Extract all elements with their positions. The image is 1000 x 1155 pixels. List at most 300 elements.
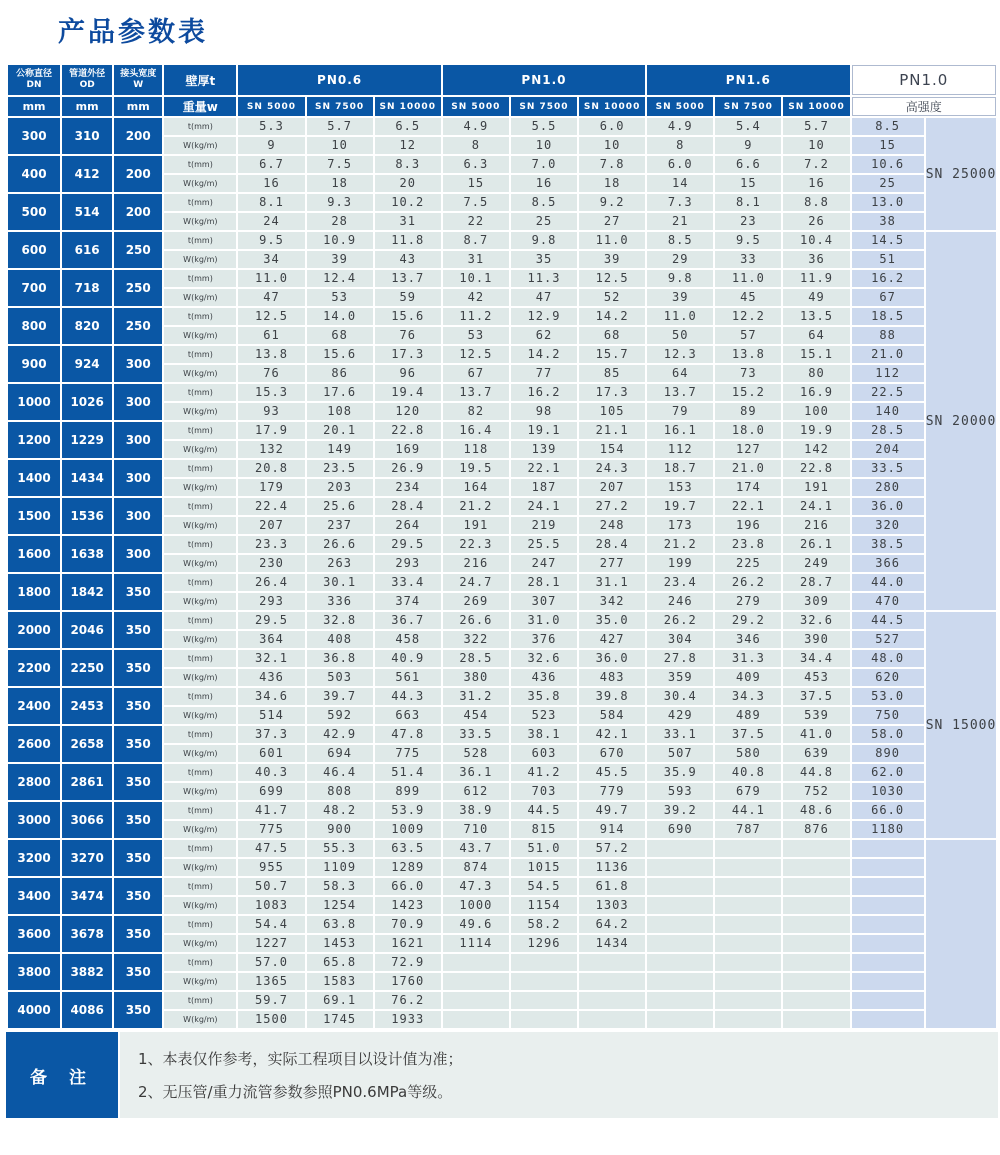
row-label-thickness: t(mm) xyxy=(164,840,236,857)
row-label-thickness: t(mm) xyxy=(164,802,236,819)
weight-value: 454 xyxy=(443,707,509,724)
unit-header-w: mm xyxy=(114,97,162,116)
weight-value: 8 xyxy=(647,137,713,154)
thickness-value: 26.2 xyxy=(647,612,713,629)
weight-value: 775 xyxy=(238,821,304,838)
joint-width-cell: 350 xyxy=(114,916,162,952)
weight-value: 364 xyxy=(238,631,304,648)
hs-weight-value xyxy=(852,1011,924,1028)
weight-value: 127 xyxy=(715,441,781,458)
od-cell: 924 xyxy=(62,346,112,382)
weight-value xyxy=(715,859,781,876)
thickness-value: 30.1 xyxy=(307,574,373,591)
hs-weight-value xyxy=(852,897,924,914)
weight-value: 10 xyxy=(783,137,849,154)
weight-value: 1227 xyxy=(238,935,304,952)
thickness-value: 17.9 xyxy=(238,422,304,439)
col-header-w-en: W xyxy=(133,80,144,90)
weight-value: 752 xyxy=(783,783,849,800)
thickness-value: 28.4 xyxy=(375,498,441,515)
dn-cell: 600 xyxy=(8,232,60,268)
thickness-value xyxy=(783,840,849,857)
thickness-value: 37.5 xyxy=(715,726,781,743)
weight-value: 561 xyxy=(375,669,441,686)
group-header-pn06: PN0.6 xyxy=(238,65,440,95)
weight-value: 1933 xyxy=(375,1011,441,1028)
dn-cell: 400 xyxy=(8,156,60,192)
hs-thickness-value: 22.5 xyxy=(852,384,924,401)
thickness-value: 12.3 xyxy=(647,346,713,363)
weight-value: 612 xyxy=(443,783,509,800)
weight-value: 31 xyxy=(375,213,441,230)
od-cell: 3474 xyxy=(62,878,112,914)
thickness-value: 32.1 xyxy=(238,650,304,667)
thickness-value: 14.2 xyxy=(511,346,577,363)
thickness-value: 8.1 xyxy=(715,194,781,211)
thickness-value: 38.1 xyxy=(511,726,577,743)
weight-value: 10 xyxy=(579,137,645,154)
table-row-thickness xyxy=(8,574,996,591)
thickness-value: 7.5 xyxy=(307,156,373,173)
joint-width-cell: 300 xyxy=(114,384,162,420)
table-row-thickness xyxy=(8,384,996,401)
weight-value: 26 xyxy=(783,213,849,230)
weight-value: 93 xyxy=(238,403,304,420)
weight-value: 203 xyxy=(307,479,373,496)
weight-value: 429 xyxy=(647,707,713,724)
thickness-value: 22.8 xyxy=(783,460,849,477)
row-label-thickness: t(mm) xyxy=(164,916,236,933)
thickness-value: 27.8 xyxy=(647,650,713,667)
dn-cell: 1200 xyxy=(8,422,60,458)
hs-thickness-value: 8.5 xyxy=(852,118,924,135)
joint-width-cell: 350 xyxy=(114,688,162,724)
table-row-thickness xyxy=(8,688,996,705)
unit-header-dn: mm xyxy=(8,97,60,116)
thickness-value: 9.8 xyxy=(511,232,577,249)
od-cell: 2453 xyxy=(62,688,112,724)
joint-width-cell: 300 xyxy=(114,346,162,382)
weight-value: 64 xyxy=(647,365,713,382)
row-label-weight: W(kg/m) xyxy=(164,745,236,762)
weight-value: 346 xyxy=(715,631,781,648)
thickness-value: 22.4 xyxy=(238,498,304,515)
thickness-value: 43.7 xyxy=(443,840,509,857)
table-row-thickness xyxy=(8,612,996,629)
thickness-value: 42.9 xyxy=(307,726,373,743)
thickness-value: 6.0 xyxy=(579,118,645,135)
thickness-value xyxy=(511,992,577,1009)
weight-value: 59 xyxy=(375,289,441,306)
hs-weight-value: 88 xyxy=(852,327,924,344)
hs-thickness-value xyxy=(852,916,924,933)
thickness-value: 29.5 xyxy=(238,612,304,629)
thickness-value xyxy=(579,992,645,1009)
weight-value: 15 xyxy=(715,175,781,192)
hs-thickness-value: 48.0 xyxy=(852,650,924,667)
thickness-value: 9.8 xyxy=(647,270,713,287)
row-label-weight: W(kg/m) xyxy=(164,327,236,344)
thickness-value: 47.5 xyxy=(238,840,304,857)
hs-weight-value: 25 xyxy=(852,175,924,192)
joint-width-cell: 350 xyxy=(114,650,162,686)
weight-value: 483 xyxy=(579,669,645,686)
weight-value: 16 xyxy=(238,175,304,192)
joint-width-cell: 300 xyxy=(114,536,162,572)
hs-thickness-value: 44.0 xyxy=(852,574,924,591)
thickness-value: 8.5 xyxy=(647,232,713,249)
row-label-thickness: t(mm) xyxy=(164,384,236,401)
row-label-thickness: t(mm) xyxy=(164,650,236,667)
weight-value: 64 xyxy=(783,327,849,344)
weight-value xyxy=(715,935,781,952)
weight-value: 1254 xyxy=(307,897,373,914)
weight-value: 191 xyxy=(783,479,849,496)
joint-width-cell: 250 xyxy=(114,308,162,344)
od-cell: 514 xyxy=(62,194,112,230)
weight-value: 876 xyxy=(783,821,849,838)
weight-value: 787 xyxy=(715,821,781,838)
thickness-value: 59.7 xyxy=(238,992,304,1009)
thickness-value: 5.7 xyxy=(307,118,373,135)
thickness-value: 33.1 xyxy=(647,726,713,743)
weight-value: 118 xyxy=(443,441,509,458)
thickness-value: 22.1 xyxy=(715,498,781,515)
weight-value: 61 xyxy=(238,327,304,344)
joint-width-cell: 350 xyxy=(114,802,162,838)
thickness-value: 44.8 xyxy=(783,764,849,781)
hs-weight-value: 1030 xyxy=(852,783,924,800)
thickness-value: 11.0 xyxy=(579,232,645,249)
col-header-od-en: OD xyxy=(79,80,95,90)
weight-value: 309 xyxy=(783,593,849,610)
od-cell: 1638 xyxy=(62,536,112,572)
row-label-weight: W(kg/m) xyxy=(164,251,236,268)
thickness-value xyxy=(715,840,781,857)
weight-value: 234 xyxy=(375,479,441,496)
thickness-value: 19.7 xyxy=(647,498,713,515)
weight-value xyxy=(579,1011,645,1028)
thickness-value: 36.8 xyxy=(307,650,373,667)
thickness-value: 23.8 xyxy=(715,536,781,553)
thickness-value: 10.2 xyxy=(375,194,441,211)
weight-value: 34 xyxy=(238,251,304,268)
weight-value: 1154 xyxy=(511,897,577,914)
col-header-thickness: 壁厚t xyxy=(164,65,236,95)
weight-value: 18 xyxy=(307,175,373,192)
hs-thickness-value: 33.5 xyxy=(852,460,924,477)
hs-thickness-value xyxy=(852,840,924,857)
hs-weight-value: 140 xyxy=(852,403,924,420)
thickness-value: 25.6 xyxy=(307,498,373,515)
weight-value: 105 xyxy=(579,403,645,420)
group-header-pn10: PN1.0 xyxy=(443,65,645,95)
thickness-value: 33.4 xyxy=(375,574,441,591)
row-label-weight: W(kg/m) xyxy=(164,669,236,686)
row-label-thickness: t(mm) xyxy=(164,308,236,325)
od-cell: 3882 xyxy=(62,954,112,990)
weight-value: 1745 xyxy=(307,1011,373,1028)
hs-thickness-value: 16.2 xyxy=(852,270,924,287)
weight-value: 47 xyxy=(238,289,304,306)
weight-value: 263 xyxy=(307,555,373,572)
weight-value: 43 xyxy=(375,251,441,268)
weight-value: 10 xyxy=(307,137,373,154)
weight-value xyxy=(647,897,713,914)
od-cell: 3066 xyxy=(62,802,112,838)
weight-value: 76 xyxy=(375,327,441,344)
thickness-value: 51.4 xyxy=(375,764,441,781)
hs-weight-value: 38 xyxy=(852,213,924,230)
thickness-value: 7.8 xyxy=(579,156,645,173)
thickness-value: 6.5 xyxy=(375,118,441,135)
remark-section xyxy=(6,1032,998,1118)
weight-value: 142 xyxy=(783,441,849,458)
weight-value: 359 xyxy=(647,669,713,686)
remark-note-2: 2、无压管/重力流管参数参照PN0.6MPa等级。 xyxy=(138,1083,453,1101)
row-label-weight: W(kg/m) xyxy=(164,555,236,572)
thickness-value: 35.8 xyxy=(511,688,577,705)
weight-value: 219 xyxy=(511,517,577,534)
thickness-value xyxy=(443,992,509,1009)
thickness-value: 18.0 xyxy=(715,422,781,439)
weight-value: 237 xyxy=(307,517,373,534)
thickness-value xyxy=(443,954,509,971)
thickness-value: 29.2 xyxy=(715,612,781,629)
weight-value: 1136 xyxy=(579,859,645,876)
row-label-thickness: t(mm) xyxy=(164,232,236,249)
thickness-value: 11.0 xyxy=(647,308,713,325)
dn-cell: 2400 xyxy=(8,688,60,724)
thickness-value: 14.0 xyxy=(307,308,373,325)
hs-weight-value: 204 xyxy=(852,441,924,458)
row-label-thickness: t(mm) xyxy=(164,194,236,211)
thickness-value: 16.1 xyxy=(647,422,713,439)
group-header-pn16: PN1.6 xyxy=(647,65,849,95)
weight-value: 77 xyxy=(511,365,577,382)
thickness-value: 57.2 xyxy=(579,840,645,857)
weight-value: 1114 xyxy=(443,935,509,952)
thickness-value: 30.4 xyxy=(647,688,713,705)
weight-value: 639 xyxy=(783,745,849,762)
weight-value: 900 xyxy=(307,821,373,838)
sn-class-label: SN 25000 xyxy=(926,118,996,230)
joint-width-cell: 300 xyxy=(114,498,162,534)
od-cell: 1842 xyxy=(62,574,112,610)
weight-value: 39 xyxy=(307,251,373,268)
row-label-weight: W(kg/m) xyxy=(164,821,236,838)
col-header-w-cn: 接头宽度 xyxy=(120,69,157,80)
thickness-value: 6.7 xyxy=(238,156,304,173)
hs-thickness-value: 10.6 xyxy=(852,156,924,173)
weight-value: 12 xyxy=(375,137,441,154)
sn-class-label: SN 20000 xyxy=(926,232,996,610)
thickness-value: 9.5 xyxy=(715,232,781,249)
table-row-thickness xyxy=(8,232,996,249)
od-cell: 2658 xyxy=(62,726,112,762)
weight-value: 1621 xyxy=(375,935,441,952)
sn-class-label: SN 15000 xyxy=(926,612,996,838)
row-label-weight: W(kg/m) xyxy=(164,479,236,496)
weight-value: 139 xyxy=(511,441,577,458)
weight-value: 21 xyxy=(647,213,713,230)
weight-value: 293 xyxy=(375,555,441,572)
hs-thickness-value: 13.0 xyxy=(852,194,924,211)
thickness-value: 63.8 xyxy=(307,916,373,933)
dn-cell: 500 xyxy=(8,194,60,230)
hs-thickness-value: 66.0 xyxy=(852,802,924,819)
weight-value: 663 xyxy=(375,707,441,724)
col-header-od xyxy=(62,65,112,95)
thickness-value xyxy=(647,840,713,857)
thickness-value: 49.6 xyxy=(443,916,509,933)
thickness-value: 21.0 xyxy=(715,460,781,477)
sn-header-pn10-10000: SN 10000 xyxy=(579,97,645,116)
weight-value: 507 xyxy=(647,745,713,762)
weight-value: 458 xyxy=(375,631,441,648)
thickness-value: 15.7 xyxy=(579,346,645,363)
weight-value: 1423 xyxy=(375,897,441,914)
hs-weight-value xyxy=(852,859,924,876)
weight-value: 694 xyxy=(307,745,373,762)
weight-value: 699 xyxy=(238,783,304,800)
row-label-thickness: t(mm) xyxy=(164,688,236,705)
weight-value: 914 xyxy=(579,821,645,838)
hs-weight-value: 67 xyxy=(852,289,924,306)
weight-value: 120 xyxy=(375,403,441,420)
thickness-value: 29.5 xyxy=(375,536,441,553)
weight-value: 376 xyxy=(511,631,577,648)
weight-value: 293 xyxy=(238,593,304,610)
row-label-thickness: t(mm) xyxy=(164,498,236,515)
thickness-value: 6.6 xyxy=(715,156,781,173)
hs-thickness-value: 53.0 xyxy=(852,688,924,705)
weight-value xyxy=(443,1011,509,1028)
hs-weight-value: 527 xyxy=(852,631,924,648)
weight-value: 1289 xyxy=(375,859,441,876)
row-label-weight: W(kg/m) xyxy=(164,783,236,800)
od-cell: 2250 xyxy=(62,650,112,686)
thickness-value: 5.3 xyxy=(238,118,304,135)
hs-weight-value: 15 xyxy=(852,137,924,154)
thickness-value: 70.9 xyxy=(375,916,441,933)
hs-thickness-value: 38.5 xyxy=(852,536,924,553)
weight-value xyxy=(443,973,509,990)
weight-value: 489 xyxy=(715,707,781,724)
hs-weight-value: 320 xyxy=(852,517,924,534)
thickness-value: 58.2 xyxy=(511,916,577,933)
weight-value: 9 xyxy=(238,137,304,154)
thickness-value: 11.2 xyxy=(443,308,509,325)
col-header-weight: 重量w xyxy=(164,97,236,116)
joint-width-cell: 300 xyxy=(114,422,162,458)
thickness-value: 66.0 xyxy=(375,878,441,895)
thickness-value: 46.4 xyxy=(307,764,373,781)
thickness-value: 7.3 xyxy=(647,194,713,211)
thickness-value: 61.8 xyxy=(579,878,645,895)
weight-value xyxy=(647,973,713,990)
weight-value xyxy=(647,1011,713,1028)
weight-value: 710 xyxy=(443,821,509,838)
weight-value: 191 xyxy=(443,517,509,534)
thickness-value: 63.5 xyxy=(375,840,441,857)
hs-thickness-value: 14.5 xyxy=(852,232,924,249)
thickness-value: 8.5 xyxy=(511,194,577,211)
hs-thickness-value: 58.0 xyxy=(852,726,924,743)
weight-value: 68 xyxy=(307,327,373,344)
weight-value xyxy=(647,859,713,876)
thickness-value: 32.8 xyxy=(307,612,373,629)
weight-value: 86 xyxy=(307,365,373,382)
weight-value: 408 xyxy=(307,631,373,648)
dn-cell: 1600 xyxy=(8,536,60,572)
dn-cell: 300 xyxy=(8,118,60,154)
weight-value: 523 xyxy=(511,707,577,724)
weight-value xyxy=(579,973,645,990)
dn-cell: 3400 xyxy=(8,878,60,914)
row-label-weight: W(kg/m) xyxy=(164,593,236,610)
thickness-value: 31.0 xyxy=(511,612,577,629)
weight-value: 1015 xyxy=(511,859,577,876)
table-row-thickness xyxy=(8,346,996,363)
thickness-value: 10.1 xyxy=(443,270,509,287)
row-label-thickness: t(mm) xyxy=(164,422,236,439)
thickness-value: 39.7 xyxy=(307,688,373,705)
weight-value: 539 xyxy=(783,707,849,724)
hs-thickness-value xyxy=(852,954,924,971)
hs-weight-value: 620 xyxy=(852,669,924,686)
joint-width-cell: 300 xyxy=(114,460,162,496)
weight-value: 108 xyxy=(307,403,373,420)
weight-value: 82 xyxy=(443,403,509,420)
dn-cell: 1800 xyxy=(8,574,60,610)
thickness-value: 15.1 xyxy=(783,346,849,363)
thickness-value: 16.4 xyxy=(443,422,509,439)
weight-value: 1500 xyxy=(238,1011,304,1028)
table-row-thickness xyxy=(8,118,996,135)
thickness-value: 34.3 xyxy=(715,688,781,705)
thickness-value: 21.1 xyxy=(579,422,645,439)
joint-width-cell: 350 xyxy=(114,612,162,648)
thickness-value: 32.6 xyxy=(783,612,849,629)
od-cell: 310 xyxy=(62,118,112,154)
thickness-value: 23.5 xyxy=(307,460,373,477)
thickness-value: 50.7 xyxy=(238,878,304,895)
weight-value: 31 xyxy=(443,251,509,268)
thickness-value: 31.3 xyxy=(715,650,781,667)
weight-value: 45 xyxy=(715,289,781,306)
row-label-weight: W(kg/m) xyxy=(164,175,236,192)
table-row-thickness xyxy=(8,840,996,857)
weight-value: 36 xyxy=(783,251,849,268)
weight-value: 187 xyxy=(511,479,577,496)
od-cell: 3270 xyxy=(62,840,112,876)
thickness-value: 9.2 xyxy=(579,194,645,211)
thickness-value: 35.9 xyxy=(647,764,713,781)
thickness-value: 23.3 xyxy=(238,536,304,553)
col-header-dn-cn: 公称直径 xyxy=(16,69,53,80)
table-row-thickness xyxy=(8,954,996,971)
hs-weight-value: 112 xyxy=(852,365,924,382)
weight-value: 57 xyxy=(715,327,781,344)
joint-width-cell: 350 xyxy=(114,878,162,914)
weight-value: 80 xyxy=(783,365,849,382)
thickness-value: 41.0 xyxy=(783,726,849,743)
sn-class-label xyxy=(926,840,996,1028)
thickness-value: 22.3 xyxy=(443,536,509,553)
thickness-value: 11.0 xyxy=(238,270,304,287)
thickness-value xyxy=(715,954,781,971)
